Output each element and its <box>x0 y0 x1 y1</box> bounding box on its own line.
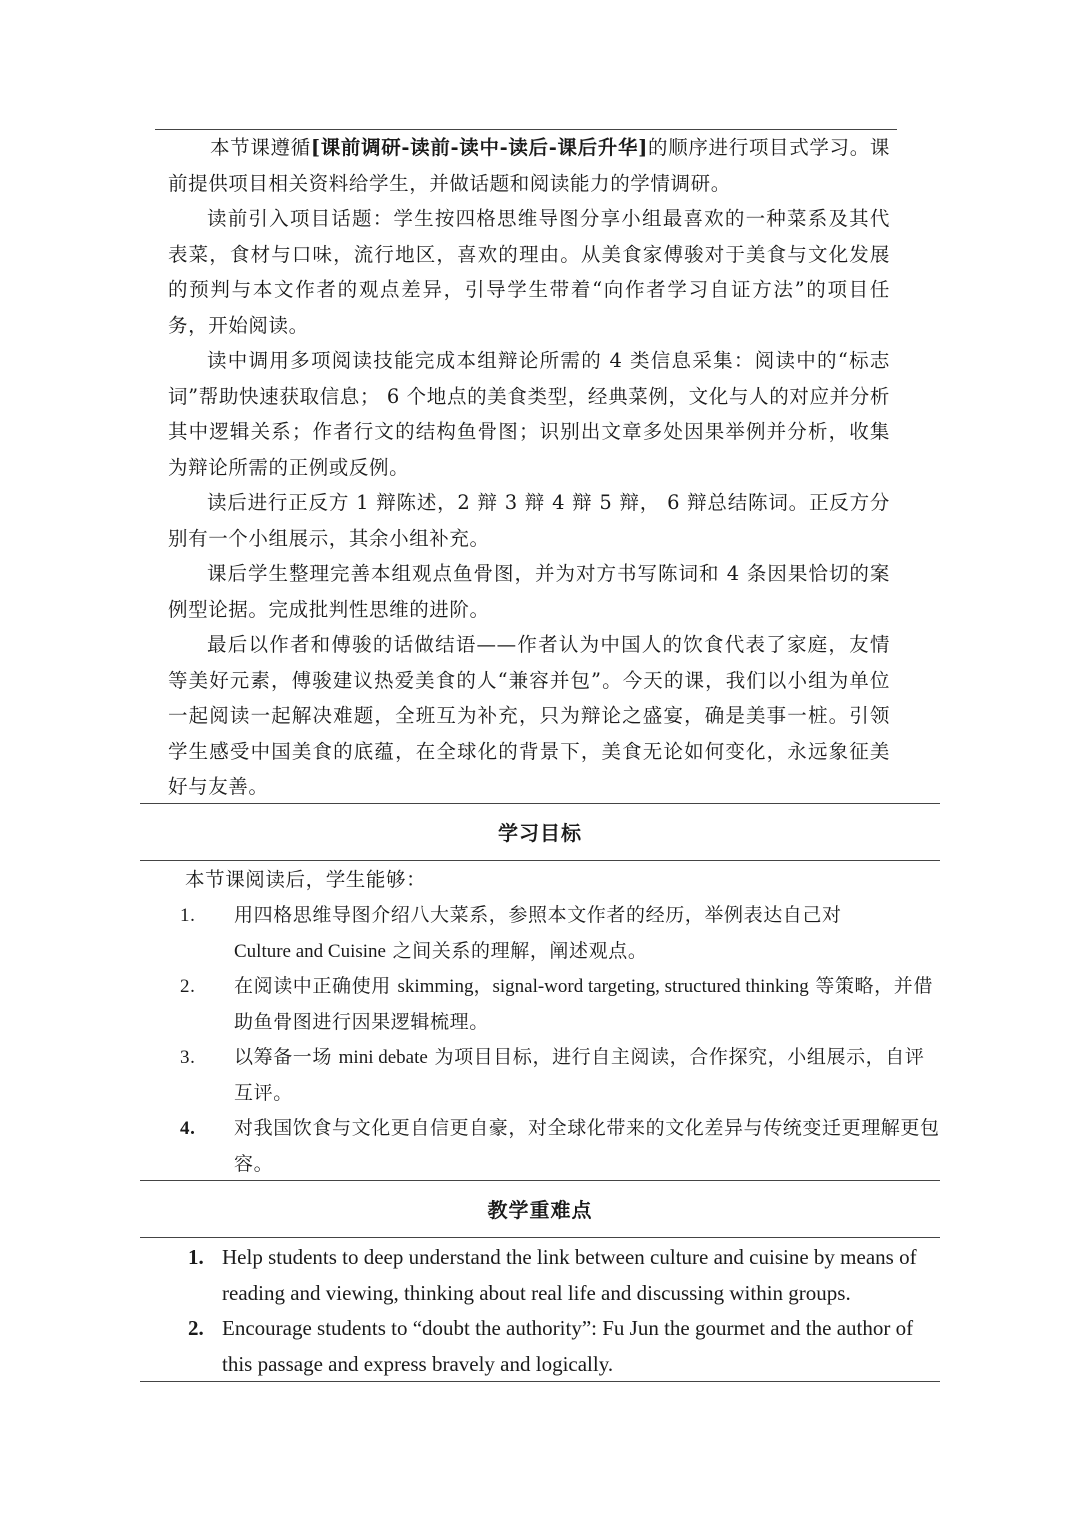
objective-number: 3. <box>180 1047 196 1068</box>
key-point-item-1 <box>188 1240 938 1311</box>
key-points-list <box>188 1240 938 1382</box>
rule-after-objectives-title <box>140 860 940 861</box>
objectives-list <box>180 898 940 1182</box>
objective-text: 对我国饮食与文化更自信更自豪，对全球化带来的文化差异与传统变迁更理解更包容。 <box>234 1117 940 1175</box>
key-point-number: 1. <box>188 1245 204 1269</box>
objective-text-en: Culture and Cuisine <box>234 940 386 962</box>
objective-item-3 <box>180 1040 940 1111</box>
objective-text-en: skimming，signal-word targeting, structured thinking <box>397 976 809 997</box>
rule-before-objectives <box>140 803 940 804</box>
intro-p1-prefix: 本节课遵循 <box>210 136 311 159</box>
key-point-text: Encourage students to “doubt the authority”: Fu Jun the gourmet and the author of this passage and express bravely and logically. <box>222 1316 914 1376</box>
key-points-title: 教学重难点 <box>487 1198 593 1222</box>
objective-number: 2. <box>180 976 196 997</box>
intro-paragraph-1 <box>168 130 890 201</box>
objective-item-2 <box>180 969 940 1040</box>
objective-text-tail: 等策略，并借助鱼骨图进行因果逻辑梳理。 <box>234 975 933 1033</box>
intro-p1-bold-sequence: [课前调研-读前-读中-读后-课后升华] <box>310 136 648 159</box>
intro-section <box>168 130 890 805</box>
intro-paragraph-2: 读前引入项目话题：学生按四格思维导图分享小组最喜欢的一种菜系及其代表菜，食材与口味，流行地区，喜欢的理由。从美食家傅骏对于美食与文化发展的预判与本文作者的观点差异，引导学生带着“向作者学习自证方法”的项目任务，开始阅读。 <box>168 207 890 337</box>
objectives-title: 学习目标 <box>498 821 582 845</box>
key-point-text: Help students to deep understand the link between culture and cuisine by means of reading and viewing, thinking about real life and discussing within groups. <box>222 1245 917 1305</box>
objective-item-1 <box>180 898 940 969</box>
rule-after-key-points-title <box>140 1237 940 1238</box>
key-point-item-2 <box>188 1311 938 1382</box>
objective-number: 4. <box>180 1118 196 1139</box>
intro-paragraph-4: 读后进行正反方 1 辩陈述，2 辩 3 辩 4 辩 5 辩， 6 辩总结陈词。正反方分别有一个小组展示，其余小组补充。 <box>168 491 890 550</box>
objective-text: 用四格思维导图介绍八大菜系，参照本文作者的经历，举例表达自己对 <box>234 904 842 926</box>
intro-paragraph-5: 课后学生整理完善本组观点鱼骨图，并为对方书写陈词和 4 条因果恰切的案例型论据。完成批判性思维的进阶。 <box>168 562 890 621</box>
intro-paragraph-3: 读中调用多项阅读技能完成本组辩论所需的 4 类信息采集：阅读中的“标志词”帮助快速获取信息； 6 个地点的美食类型，经典菜例，文化与人的对应并分析其中逻辑关系；作者行文的结构鱼骨图；识别出文章多处因果举例并分析，收集为辩论所需的正例或反例。 <box>168 349 890 479</box>
objective-text-tail: 之间关系的理解，阐述观点。 <box>392 939 648 962</box>
objective-text-tail: 为项目目标，进行自主阅读，合作探究，小组展示，自评互评。 <box>234 1046 925 1104</box>
objective-text-en: mini debate <box>338 1047 428 1068</box>
key-point-number: 2. <box>188 1316 204 1340</box>
bottom-rule <box>140 1381 940 1382</box>
objective-text: 以筹备一场 <box>234 1046 333 1068</box>
intro-p1-suffix: 的顺序进行项目式学习。课前提供项目相关资料给学生，并做话题和阅读能力的学情调研。 <box>168 136 890 195</box>
objectives-lead: 本节课阅读后，学生能够： <box>185 868 427 891</box>
objective-item-4 <box>180 1111 940 1182</box>
objective-number: 1. <box>180 905 196 926</box>
rule-before-key-points <box>140 1180 940 1181</box>
objective-text: 在阅读中正确使用 <box>234 975 391 997</box>
intro-paragraph-6: 最后以作者和傅骏的话做结语——作者认为中国人的饮食代表了家庭，友情等美好元素，傅骏建议热爱美食的人“兼容并包”。今天的课，我们以小组为单位一起阅读一起解决难题，全班互为补充，只为辩论之盛宴，确是美事一桩。引领学生感受中国美食的底蕴，在全球化的背景下，美食无论如何变化，永远象征美好与友善。 <box>168 633 890 798</box>
